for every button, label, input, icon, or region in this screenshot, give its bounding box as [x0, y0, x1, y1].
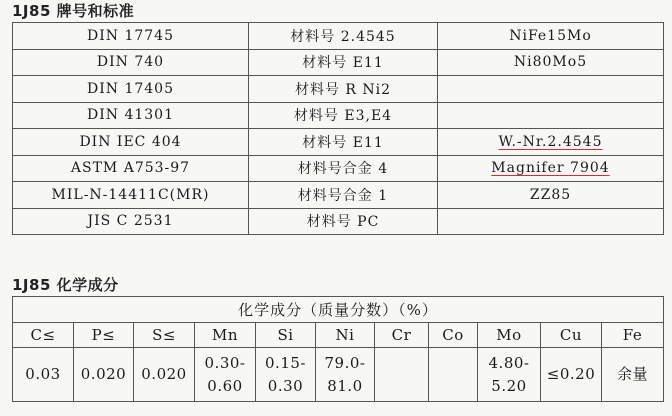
alloy-name-cell: ZZ85: [438, 182, 664, 209]
standards-row: [13, 102, 664, 129]
element-value-line: ≤0.20: [546, 365, 596, 383]
alloy-name-cell: W.-Nr.2.4545: [438, 129, 664, 156]
element-value-line: 5.20: [491, 376, 527, 395]
standards-table: [12, 22, 664, 235]
element-value-line: 0.60: [207, 376, 243, 395]
element-header-cell: Ni: [316, 323, 375, 348]
composition-title: 化学成分（质量分数）（%）: [13, 297, 664, 323]
material-number-cell: 材料号 2.4545: [249, 23, 438, 50]
element-header-cell: C≤: [13, 323, 74, 348]
element-value-line: 余量: [617, 365, 649, 383]
element-header-cell: Co: [429, 323, 478, 348]
element-value-cell: [316, 348, 375, 402]
element-value-line: 79.0-: [324, 353, 366, 372]
element-value-cell: [375, 348, 429, 402]
element-value-line: 0.30-: [204, 353, 246, 372]
standards-row: [13, 76, 664, 103]
element-value-cell: [256, 348, 316, 402]
alloy-name-cell: [438, 208, 664, 235]
standard-code-cell: DIN 740: [13, 49, 249, 76]
element-header-cell: Mn: [195, 323, 256, 348]
element-value-line: 0.020: [80, 365, 127, 383]
element-value-line: 0.03: [25, 365, 61, 383]
standards-row: [13, 49, 664, 76]
element-value-cell: [134, 348, 195, 402]
element-value-cell: [13, 348, 74, 402]
element-value-line: 81.0: [327, 376, 363, 395]
element-value-cell: [478, 348, 541, 402]
material-number-cell: 材料号合金 1: [249, 182, 438, 209]
composition-table: [12, 296, 664, 402]
element-header-cell: S≤: [134, 323, 195, 348]
element-header-cell: Si: [256, 323, 316, 348]
element-value-line: 0.30: [267, 376, 304, 395]
element-value-cell: [541, 348, 602, 402]
element-value-cell: [429, 348, 478, 402]
element-header-cell: P≤: [74, 323, 134, 348]
standards-row: [13, 182, 664, 209]
standard-code-cell: MIL-N-14411C(MR): [13, 182, 249, 209]
element-header-cell: Cr: [375, 323, 429, 348]
standard-code-cell: ASTM A753-97: [13, 155, 249, 182]
material-number-cell: 材料号 E11: [249, 129, 438, 156]
material-number-cell: 材料号合金 4: [249, 155, 438, 182]
standards-heading: 1J85 牌号和标准: [12, 2, 135, 20]
standards-row: [13, 129, 664, 156]
standard-code-cell: DIN 41301: [13, 102, 249, 129]
element-header-cell: Mo: [478, 323, 541, 348]
element-header-cell: Fe: [602, 323, 664, 348]
element-value-line: 4.80-: [488, 353, 530, 372]
standards-row: [13, 155, 664, 182]
composition-heading: 1J85 化学成分: [12, 276, 119, 294]
element-header-cell: Cu: [541, 323, 602, 348]
element-value-cell: [74, 348, 134, 402]
material-number-cell: 材料号 R Ni2: [249, 76, 438, 103]
material-number-cell: 材料号 E3,E4: [249, 102, 438, 129]
standard-code-cell: DIN IEC 404: [13, 129, 249, 156]
standard-code-cell: JIS C 2531: [13, 208, 249, 235]
alloy-name-cell: [438, 102, 664, 129]
alloy-name-cell: Magnifer 7904: [438, 155, 664, 182]
material-number-cell: 材料号 PC: [249, 208, 438, 235]
standards-row: [13, 23, 664, 50]
alloy-name-cell: Ni80Mo5: [438, 49, 664, 76]
alloy-name-cell: NiFe15Mo: [438, 23, 664, 50]
element-value-line: 0.020: [141, 365, 187, 383]
standard-code-cell: DIN 17405: [13, 76, 249, 103]
material-number-cell: 材料号 E11: [249, 49, 438, 76]
alloy-name-cell: [438, 76, 664, 103]
standards-row: [13, 208, 664, 235]
standard-code-cell: DIN 17745: [13, 23, 249, 50]
element-value-cell: [602, 348, 664, 402]
element-value-line: 0.15-: [265, 353, 306, 372]
element-value-cell: [195, 348, 256, 402]
